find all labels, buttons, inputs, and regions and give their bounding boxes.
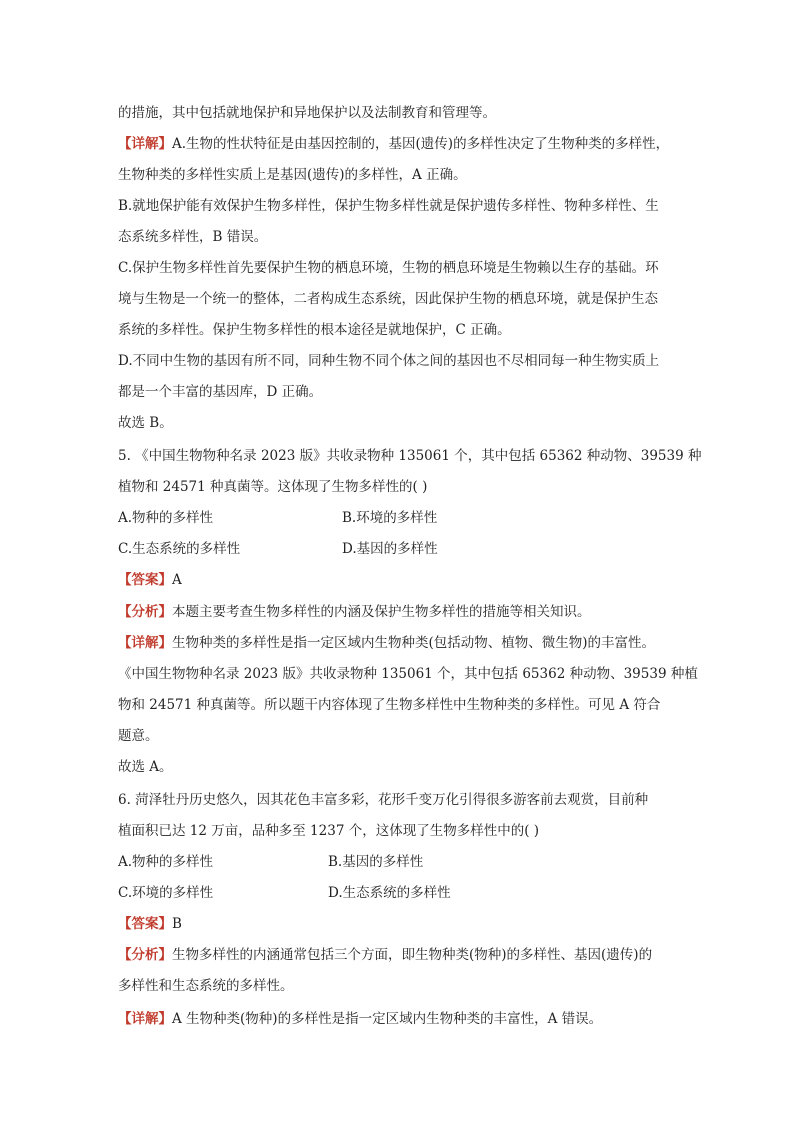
q5-detail-3: 物和 24571 种真菌等。所以题干内容体现了生物多样性中生物种类的多样性。可见 A 符合 bbox=[118, 697, 661, 713]
q6-option-c: C.环境的多样性 bbox=[118, 885, 214, 901]
q4-detail-c3: 系统的多样性。保护生物多样性的根本途径是就地保护，C 正确。 bbox=[118, 322, 511, 338]
detail-tag: 【详解】 bbox=[118, 136, 172, 152]
intro-line: 的措施，其中包括就地保护和异地保护以及法制教育和管理等。 bbox=[118, 105, 496, 121]
q5-stem-2: 植物和 24571 种真菌等。这体现了生物多样性的( ) bbox=[118, 479, 428, 495]
q5-analysis bbox=[118, 603, 591, 621]
q5-answer bbox=[118, 571, 182, 589]
answer-tag: 【答案】 bbox=[118, 572, 172, 588]
q5-stem-1: 5. 《中国生物物种名录 2023 版》共收录物种 135061 个，其中包括 65362 种动物、39539 种 bbox=[118, 448, 702, 464]
q4-detail-b1: B.就地保护能有效保护生物多样性，保护生物多样性就是保护遗传多样性、物种多样性、生 bbox=[118, 198, 659, 214]
answer-tag: 【答案】 bbox=[118, 916, 172, 932]
q4-detail-c1: C.保护生物多样性首先要保护生物的栖息环境，生物的栖息环境是生物赖以生存的基础。环 bbox=[118, 260, 659, 276]
detail-text: A 生物种类(物种)的多样性是指一定区域内生物种类的丰富性，A 错误。 bbox=[172, 1011, 603, 1027]
analysis-text: 生物多样性的内涵通常包括三个方面，即生物种类(物种)的多样性、基因(遗传)的 bbox=[172, 947, 653, 963]
q6-stem-1: 6. 菏泽牡丹历史悠久，因其花色丰富多彩，花形千变万化引得很多游客前去观赏，目前种 bbox=[118, 792, 649, 808]
q6-detail-1 bbox=[118, 1010, 602, 1028]
q4-answer: 故选 B。 bbox=[118, 415, 173, 431]
analysis-tag: 【分析】 bbox=[118, 947, 172, 963]
q6-option-b: B.基因的多样性 bbox=[328, 854, 424, 870]
q5-option-c: C.生态系统的多样性 bbox=[118, 541, 241, 557]
q6-analysis-1 bbox=[118, 946, 652, 964]
q6-stem-2: 植面积已达 12 万亩，品种多至 1237 个，这体现了生物多样性中的( ) bbox=[118, 823, 540, 839]
detail-tag: 【详解】 bbox=[118, 635, 172, 651]
q4-detail-d2: 都是一个丰富的基因库，D 正确。 bbox=[118, 384, 323, 400]
q4-detail-a2: 生物种类的多样性实质上是基因(遗传)的多样性，A 正确。 bbox=[118, 167, 467, 183]
q5-option-a: A.物种的多样性 bbox=[118, 510, 214, 526]
analysis-tag: 【分析】 bbox=[118, 604, 172, 620]
detail-text: A.生物的性状特征是由基因控制的，基因(遗传)的多样性决定了生物种类的多样性， bbox=[172, 136, 670, 152]
q5-final: 故选 A。 bbox=[118, 759, 173, 775]
q6-option-d: D.生态系统的多样性 bbox=[328, 885, 451, 901]
q6-option-a: A.物种的多样性 bbox=[118, 854, 214, 870]
q4-detail-d1: D.不同中生物的基因有所不同，同种生物不同个体之间的基因也不尽相同每一种生物实质上 bbox=[118, 353, 660, 369]
q4-detail-c2: 境与生物是一个统一的整体，二者构成生态系统，因此保护生物的栖息环境，就是保护生态 bbox=[118, 291, 658, 307]
analysis-text: 本题主要考查生物多样性的内涵及保护生物多样性的措施等相关知识。 bbox=[172, 604, 591, 620]
q5-detail-1 bbox=[118, 634, 655, 652]
q6-analysis-2: 多样性和生态系统的多样性。 bbox=[118, 978, 294, 994]
q5-option-d: D.基因的多样性 bbox=[342, 541, 438, 557]
answer-value: A bbox=[172, 572, 182, 588]
q5-detail-2: 《中国生物物种名录 2023 版》共收录物种 135061 个，其中包括 65362 种动物、39539 种植 bbox=[118, 666, 698, 682]
answer-value: B bbox=[172, 916, 182, 932]
detail-tag: 【详解】 bbox=[118, 1011, 172, 1027]
q5-detail-4: 题意。 bbox=[118, 728, 159, 744]
q6-answer bbox=[118, 915, 182, 933]
q4-detail-a1 bbox=[118, 135, 669, 153]
q5-option-b: B.环境的多样性 bbox=[342, 510, 438, 526]
detail-text: 生物种类的多样性是指一定区域内生物种类(包括动物、植物、微生物)的丰富性。 bbox=[172, 635, 656, 651]
q4-detail-b2: 态系统多样性，B 错误。 bbox=[118, 229, 268, 245]
